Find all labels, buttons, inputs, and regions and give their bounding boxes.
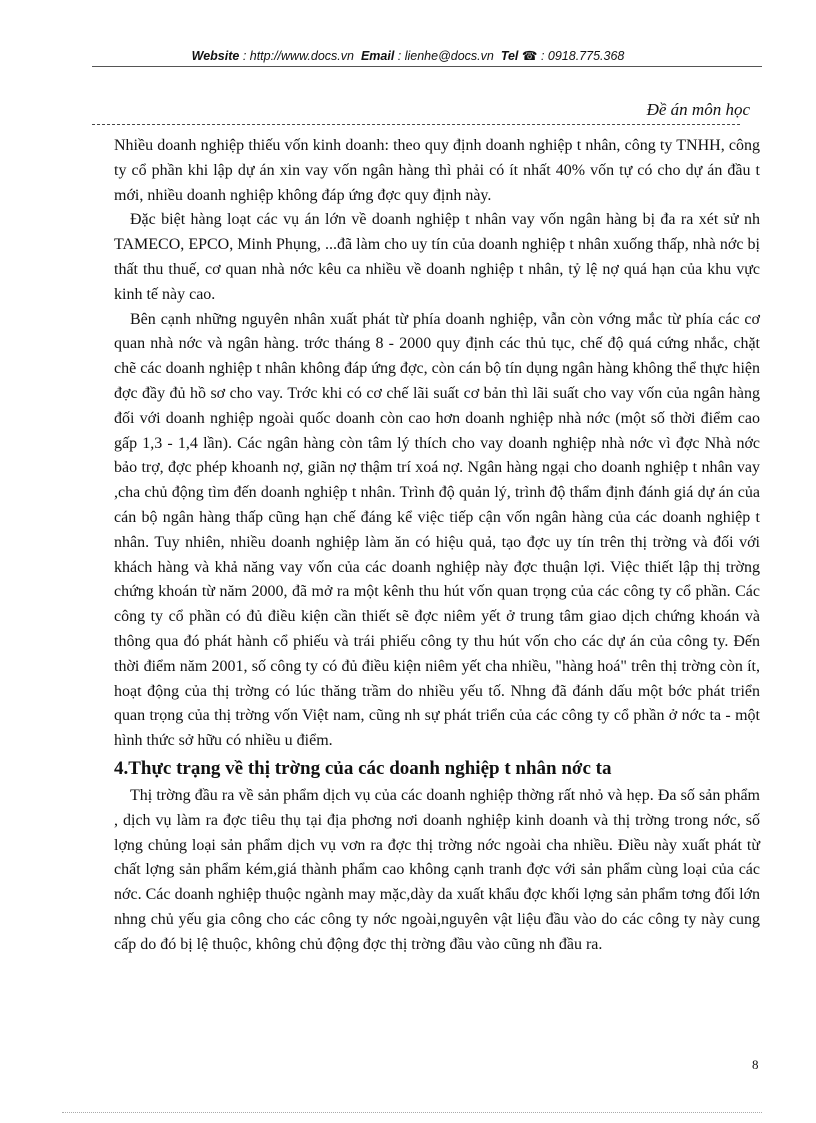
page-number: 8 — [752, 1057, 759, 1072]
footer-divider — [62, 1112, 762, 1113]
email-value: : lienhe@docs.vn — [397, 49, 494, 63]
document-body — [114, 134, 760, 958]
section-paragraph: Thị trờng đầu ra về sản phẩm dịch vụ của các doanh nghiệp thờng rất nhỏ và hẹp. Đa số sản phẩm , dịch vụ làm ra đợc tiêu thụ tại địa phơng nơi doanh nghiệp kinh doanh và thị trờng trong nớc, số lợng chủng loại sản phẩm dịch vụ vơn ra đợc thị trờng nớc ngoài cha nhiều. Điều này xuất phát từ chất lợng sản phẩm kém,giá thành phẩm cao không cạnh tranh đợc với sản phẩm cùng loại của các nớc. Các doanh nghiệp thuộc ngành may mặc,dày da xuất khẩu đợc khối lợng sản phẩm tơng đối lớn nhng chủ yếu gia công cho các công ty nớc ngoài,nguyên vật liệu đầu vào do các công ty này cung cấp do đó bị lệ thuộc, không chủ động đợc thị trờng đầu vào cũng nh đầu ra. — [114, 786, 760, 953]
paragraph-1: Nhiều doanh nghiệp thiếu vốn kinh doanh: theo quy định doanh nghiệp t nhân, công ty TNHH, công ty cổ phần khi lập dự án xin vay vốn ngân hàng thì phải có ít nhất 40% vốn tự có cho dự án đầu t mới, nhiều doanh nghiệp không đáp ứng đợc quy định này. — [114, 137, 760, 204]
site-header — [0, 48, 816, 63]
email-label: Email — [360, 49, 395, 63]
section-heading: 4.Thực trạng về thị trờng của các doanh nghiệp t nhân nớc ta — [114, 757, 612, 779]
website-label: Website — [191, 49, 240, 63]
tel-label: Tel ☎ — [500, 49, 538, 63]
paragraph-2: Đặc biệt hàng loạt các vụ án lớn về doanh nghiệp t nhân vay vốn ngân hàng bị đa ra xét sử nh TAMECO, EPCO, Minh Phụng, ...đã làm cho uy tín của doanh nghiệp t nhân xuống thấp, nhà nớc bị thất thu thuế, cơ quan nhà nớc kêu ca nhiều về doanh nghiệp t nhân, tỷ lệ nợ quá hạn của khu vực kinh tế này cao. — [114, 211, 760, 303]
document-title: Đề án môn học — [646, 100, 750, 119]
tel-value: : 0918.775.368 — [540, 49, 625, 63]
header-divider — [92, 66, 762, 67]
website-value: : http://www.docs.vn — [242, 49, 354, 63]
paragraph-3: Bên cạnh những nguyên nhân xuất phát từ phía doanh nghiệp, vẫn còn vớng mắc từ phía các cơ quan nhà nớc và ngân hàng. trớc tháng 8 - 2000 quy định các thủ tục, chế độ quá cứng nhắc, chặt chẽ các doanh nghiệp t nhân không đáp ứng đợc, còn cán bộ tín dụng ngân hàng không thể thực hiện đợc đầy đủ hồ sơ cho vay. Trớc khi có cơ chế lãi suất cơ bản thì lãi suất cho vay vốn của ngân hàng đối với doanh nghiệp ngoài quốc doanh còn cao hơn doanh nghiệp nhà nớc (một số thời điểm cao gấp 1,3 - 1,4 lần). Các ngân hàng còn tâm lý thích cho vay doanh nghiệp nhà nớc vì đợc Nhà nớc bảo trợ, đợc phép khoanh nợ, giãn nợ thậm trí xoá nợ. Ngân hàng ngại cho doanh nghiệp t nhân vay ,cha chủ động tìm đến doanh nghiệp t nhân. Trình độ quản lý, trình độ thẩm định đánh giá dự án của cán bộ ngân hàng thấp cũng hạn chế đáng kể việc tiếp cận vốn ngân hàng của các doanh nghiệp t nhân. Tuy nhiên, nhiều doanh nghiệp làm ăn có hiệu quả, tạo đợc uy tín trên thị trờng và đối với khách hàng và khả năng vay vốn của các doanh nghiệp này đợc thuận lợi. Việc thiết lập thị trờng chứng khoán từ năm 2000, đã mở ra một kênh thu hút vốn quan trọng của các công ty cổ phần. Các công ty cổ phần có đủ điều kiện cần thiết sẽ đợc niêm yết ở trung tâm giao dịch chứng khoán và thông qua đó phát hành cổ phiếu và trái phiếu công ty thu hút vốn cho các dự án của công ty. Đến thời điểm năm 2001, số công ty có đủ điều kiện niêm yết cha nhiều, "hàng hoá" trên thị trờng còn ít, hoạt động của thị trờng có lúc thăng trầm do nhiều yếu tố. Nhng đã đánh dấu một bớc phát triển quan trọng của thị trờng vốn Việt nam, cũng nh sự phát triển của các công ty cổ phần ở nớc ta - một hình thức sở hữu có nhiều u điểm. — [114, 310, 760, 750]
title-divider — [92, 124, 740, 125]
